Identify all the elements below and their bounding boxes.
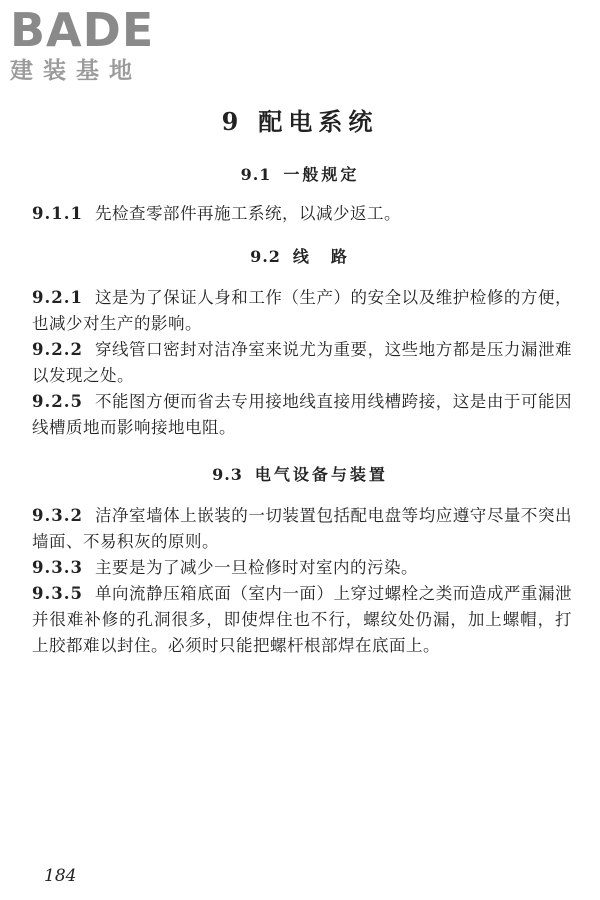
clause-paragraph xyxy=(32,555,572,581)
section-title-text: 线 路 xyxy=(292,247,350,266)
logo-text: BADE xyxy=(10,3,155,57)
watermark-logo xyxy=(10,3,180,86)
clause-paragraph xyxy=(32,503,572,555)
clause-number: 9.2.5 xyxy=(32,392,83,411)
clause-paragraph xyxy=(32,285,572,337)
logo-subtitle: 建装基地 xyxy=(10,58,142,84)
section-number: 9.1 xyxy=(240,165,272,184)
clause-paragraph xyxy=(32,389,572,441)
clause-number: 9.3.5 xyxy=(32,584,83,603)
chapter-number: 9 xyxy=(221,107,245,136)
clause-number: 9.2.2 xyxy=(32,340,83,359)
clause-text: 这是为了保证人身和工作（生产）的安全以及维护检修的方便，也减少对生产的影响。 xyxy=(32,288,572,333)
section-number: 9.2 xyxy=(250,247,281,266)
section-title xyxy=(0,462,600,485)
clause-text: 先检查零部件再施工系统，以减少返工。 xyxy=(94,204,401,223)
clause-text: 单向流静压箱底面（室内一面）上穿过螺栓之类而造成严重漏泄并很难补修的孔洞很多，即使焊住也不行，螺纹处仍漏，加上螺帽，打上胶都难以封住。必须时只能把螺杆根部焊在底面上。 xyxy=(32,584,572,655)
clause-text: 穿线管口密封对洁净室来说尤为重要，这些地方都是压力漏泄难以发现之处。 xyxy=(32,340,572,385)
chapter-title-text: 配电系统 xyxy=(258,107,379,136)
clause-text: 主要是为了减少一旦检修时对室内的污染。 xyxy=(94,558,418,577)
section-number: 9.3 xyxy=(212,465,243,484)
clause-number: 9.3.3 xyxy=(32,558,83,577)
chapter-title xyxy=(0,102,600,137)
section-title xyxy=(0,162,600,185)
clause-paragraph xyxy=(32,337,572,389)
clause-number: 9.1.1 xyxy=(32,204,83,223)
section-title-text: 电气设备与装置 xyxy=(254,465,388,484)
clause-text: 洁净室墙体上嵌装的一切装置包括配电盘等均应遵守尽量不突出墙面、不易积灰的原则。 xyxy=(32,506,572,551)
section-title-text: 一般规定 xyxy=(283,165,360,184)
section-title xyxy=(0,244,600,267)
clause-paragraph xyxy=(32,581,572,659)
page-number: 184 xyxy=(44,866,77,886)
clause-paragraph xyxy=(32,201,572,227)
clause-text: 不能图方便而省去专用接地线直接用线槽跨接，这是由于可能因线槽质地而影响接地电阻。 xyxy=(32,392,572,437)
clause-number: 9.2.1 xyxy=(32,288,83,307)
clause-number: 9.3.2 xyxy=(32,506,83,525)
